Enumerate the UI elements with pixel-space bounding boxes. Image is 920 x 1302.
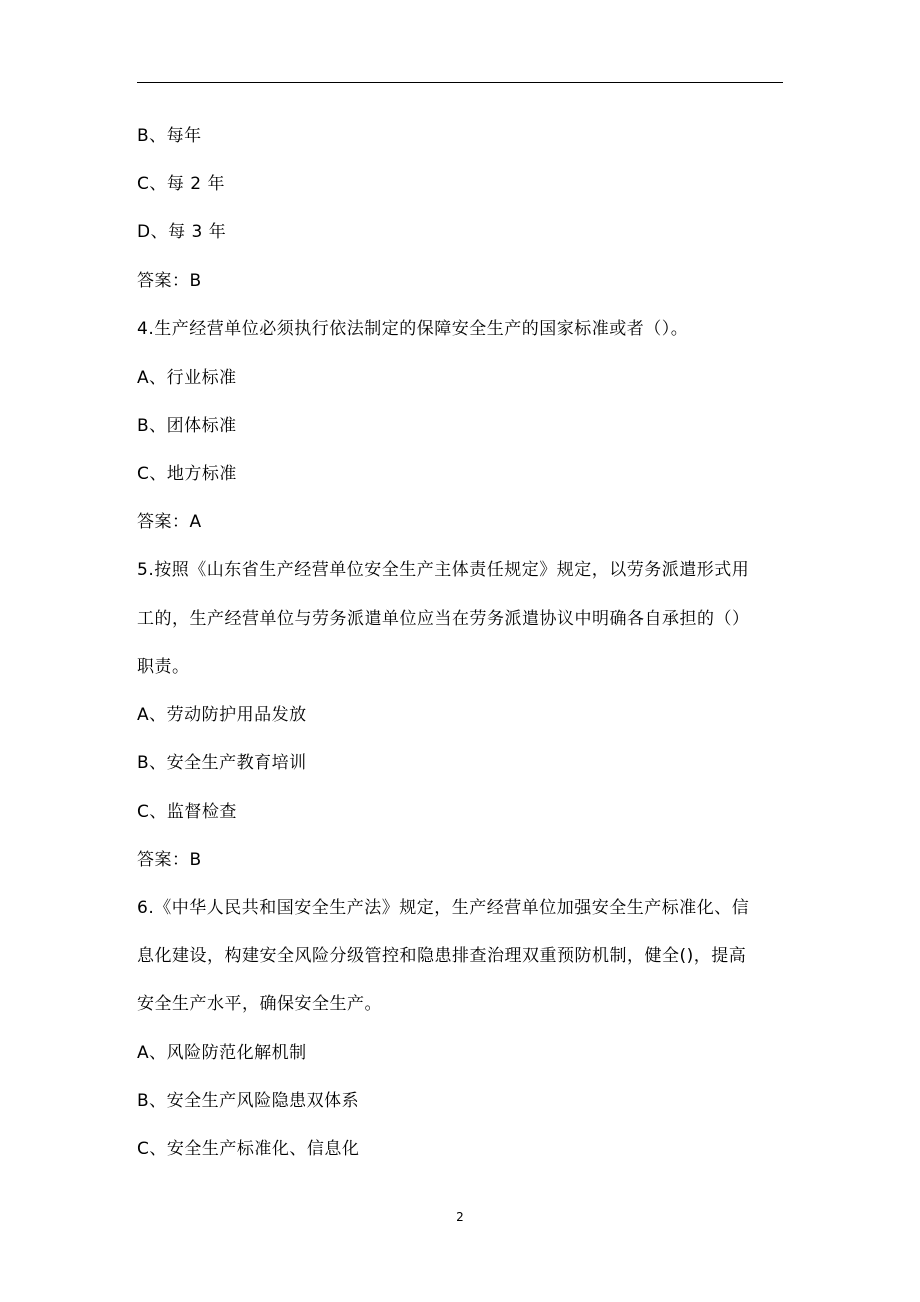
question-5-line-1: 5.按照《山东省生产经营单位安全生产主体责任规定》规定，以劳务派遣形式用 [137,560,750,580]
option-d-q3: D、每 3 年 [137,222,227,242]
question-6-line-3: 安全生产水平，确保安全生产。 [137,994,382,1014]
option-c-q3: C、每 2 年 [137,174,225,194]
question-4: 4.生产经营单位必须执行依法制定的保障安全生产的国家标准或者（）。 [137,319,689,339]
question-5-line-3: 职责。 [137,657,190,677]
option-a-q6: A、风险防范化解机制 [137,1043,307,1063]
answer-q5: 答案：B [137,850,202,870]
answer-q3: 答案：B [137,271,202,291]
question-5-line-2: 工的，生产经营单位与劳务派遣单位应当在劳务派遣协议中明确各自承担的（） [137,609,750,629]
option-b-q3: B、每年 [137,126,202,146]
option-a-q5: A、劳动防护用品发放 [137,705,307,725]
page-number: 2 [456,1210,464,1224]
question-6-line-2: 息化建设，构建安全风险分级管控和隐患排查治理双重预防机制，健全()，提高 [137,946,747,966]
option-c-q6: C、安全生产标准化、信息化 [137,1139,360,1159]
option-c-q4: C、地方标准 [137,464,237,484]
option-b-q6: B、安全生产风险隐患双体系 [137,1091,360,1111]
option-a-q4: A、行业标准 [137,368,237,388]
option-b-q5: B、安全生产教育培训 [137,753,307,773]
header-rule [137,82,783,83]
answer-q4: 答案：A [137,512,202,532]
question-6-line-1: 6.《中华人民共和国安全生产法》规定，生产经营单位加强安全生产标准化、信 [137,898,750,918]
option-b-q4: B、团体标准 [137,416,237,436]
option-c-q5: C、监督检查 [137,802,237,822]
